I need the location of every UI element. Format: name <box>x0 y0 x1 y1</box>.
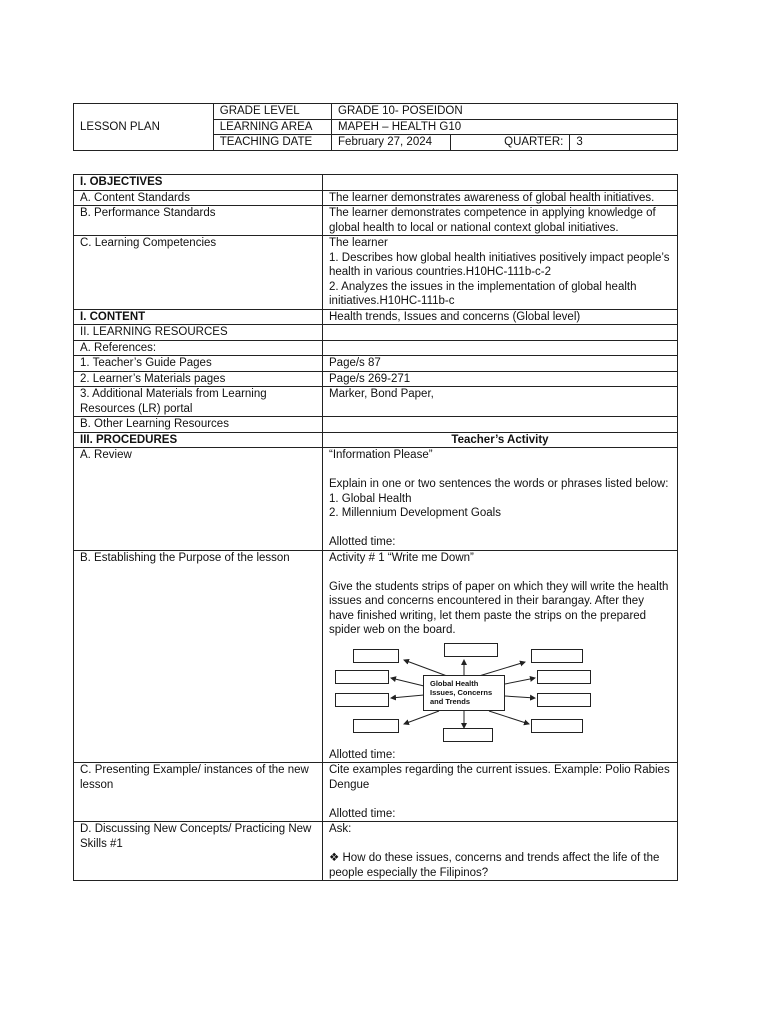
additional-materials-value: Marker, Bond Paper, <box>323 387 678 417</box>
diagram-center-label: Global Health Issues, Concerns and Trends <box>423 675 505 711</box>
web-strip <box>537 670 591 684</box>
learning-area-label: LEARNING AREA <box>213 119 331 135</box>
web-strip <box>335 670 389 684</box>
quarter-label: QUARTER: <box>451 135 570 151</box>
procedures-heading: III. PROCEDURES <box>74 432 323 448</box>
presenting-value: Cite examples regarding the current issues. Example: Polio Rabies Dengue Allotted time: <box>323 763 678 822</box>
web-strip <box>353 719 399 733</box>
learners-materials-label: 2. Learner’s Materials pages <box>74 371 323 387</box>
web-strip <box>335 693 389 707</box>
web-strip <box>443 728 493 742</box>
learning-area-value: MAPEH – HEALTH G10 <box>332 119 678 135</box>
quarter-value: 3 <box>570 135 678 151</box>
teachers-activity-heading: Teacher’s Activity <box>323 432 678 448</box>
content-value: Health trends, Issues and concerns (Global level) <box>323 309 678 325</box>
learners-materials-value: Page/s 269-271 <box>323 371 678 387</box>
spider-web-diagram <box>329 646 669 746</box>
lesson-plan-table <box>73 174 678 881</box>
review-value: “Information Please” Explain in one or two sentences the words or phrases listed below: 1. Global Health 2. Millennium Development Goals Allotted time: <box>323 448 678 551</box>
references-label: A. References: <box>74 340 323 356</box>
discussing-label: D. Discussing New Concepts/ Practicing New Skills #1 <box>74 822 323 881</box>
grade-level-label: GRADE LEVEL <box>213 104 331 120</box>
presenting-label: C. Presenting Example/ instances of the new lesson <box>74 763 323 822</box>
competencies-label: C. Learning Competencies <box>74 236 323 310</box>
web-strip <box>531 719 583 733</box>
resources-heading: II. LEARNING RESOURCES <box>74 325 323 341</box>
performance-standards-label: B. Performance Standards <box>74 206 323 236</box>
competencies-value: The learner 1. Describes how global health initiatives positively impact people’s health in various countries.H10HC-111b-c-2 2. Analyzes the issues in the implementation of global health initiatives.H10HC-111b-c <box>323 236 678 310</box>
purpose-allotted-time: Allotted time: <box>329 748 396 761</box>
review-label: A. Review <box>74 448 323 551</box>
web-strip <box>444 643 498 657</box>
objectives-heading: I. OBJECTIVES <box>74 175 323 191</box>
purpose-value: Activity # 1 “Write me Down” Give the students strips of paper on which they will write the health issues and concerns encountered in their barangay. After they have finished writing, let them paste the strips on the prepared spider web on the board. <box>329 551 669 636</box>
teachers-guide-label: 1. Teacher’s Guide Pages <box>74 356 323 372</box>
performance-standards-value: The learner demonstrates competence in applying knowledge of global health to local or national context global initiatives. <box>323 206 678 236</box>
content-standards-value: The learner demonstrates awareness of global health initiatives. <box>323 190 678 206</box>
content-heading: I. CONTENT <box>74 309 323 325</box>
web-strip <box>353 649 399 663</box>
other-resources-label: B. Other Learning Resources <box>74 417 323 433</box>
additional-materials-label: 3. Additional Materials from Learning Resources (LR) portal <box>74 387 323 417</box>
teaching-date-value: February 27, 2024 <box>332 135 451 151</box>
web-strip <box>531 649 583 663</box>
purpose-label: B. Establishing the Purpose of the lesson <box>74 550 323 763</box>
grade-level-value: GRADE 10- POSEIDON <box>332 104 678 120</box>
purpose-cell <box>323 550 678 763</box>
header-table <box>73 103 678 151</box>
content-standards-label: A. Content Standards <box>74 190 323 206</box>
web-strip <box>537 693 591 707</box>
teachers-guide-value: Page/s 87 <box>323 356 678 372</box>
teaching-date-label: TEACHING DATE <box>213 135 331 151</box>
lesson-plan-title: LESSON PLAN <box>74 104 214 151</box>
discussing-value: Ask: ❖ How do these issues, concerns and trends affect the life of the people especially the Filipinos? <box>323 822 678 881</box>
